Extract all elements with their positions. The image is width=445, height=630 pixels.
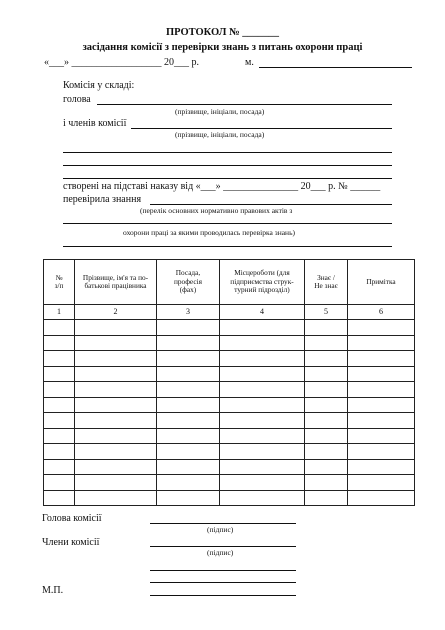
table-cell[interactable] [75, 382, 157, 398]
table-cell[interactable] [157, 444, 220, 460]
footer-members-label: Члени комісії [42, 537, 100, 548]
table-cell[interactable] [44, 490, 75, 506]
members-label: і членів комісії [63, 118, 127, 129]
table-cell[interactable] [348, 335, 415, 351]
checked-label: перевірила знання [63, 194, 142, 205]
blank-line-2 [63, 165, 392, 166]
table-cell[interactable] [348, 320, 415, 336]
header-workplace: Місцероботи (для підприємства струк- турний підрозділ) [220, 260, 305, 305]
table-row [44, 382, 415, 398]
table-cell[interactable] [348, 428, 415, 444]
table-cell[interactable] [305, 366, 348, 382]
table-row [44, 320, 415, 336]
table-cell[interactable] [348, 459, 415, 475]
table-cell[interactable] [75, 397, 157, 413]
column-number: 4 [220, 305, 305, 320]
table-cell[interactable] [44, 366, 75, 382]
column-number: 6 [348, 305, 415, 320]
table-cell[interactable] [75, 490, 157, 506]
table-cell[interactable] [75, 320, 157, 336]
members-signature-note: (підпис) [207, 548, 234, 557]
table-cell[interactable] [44, 413, 75, 429]
table-cell[interactable] [305, 475, 348, 491]
acts-line [63, 223, 392, 224]
table-cell[interactable] [157, 320, 220, 336]
table-cell[interactable] [305, 459, 348, 475]
chair-note: (прізвище, ініціали, посада) [175, 107, 265, 116]
table-cell[interactable] [75, 351, 157, 367]
table-row [44, 475, 415, 491]
chair-label: голова [63, 94, 91, 105]
date-line: «___» __________________ 20___ р. [44, 57, 199, 68]
header-position: Посада, професія (фах) [157, 260, 220, 305]
table-cell[interactable] [157, 428, 220, 444]
footer-chair-label: Голова комісії [42, 513, 102, 524]
header-note: Примітка [348, 260, 415, 305]
table-cell[interactable] [348, 397, 415, 413]
table-cell[interactable] [157, 490, 220, 506]
column-number: 3 [157, 305, 220, 320]
table-header-row [44, 260, 415, 305]
header-number: № з/п [44, 260, 75, 305]
table-cell[interactable] [305, 382, 348, 398]
table-cell[interactable] [305, 351, 348, 367]
table-cell[interactable] [220, 413, 305, 429]
table-cell[interactable] [44, 475, 75, 491]
table-cell[interactable] [157, 475, 220, 491]
table-cell[interactable] [44, 351, 75, 367]
document-title: ПРОТОКОЛ № _______ [165, 27, 280, 38]
chair-signature-note: (підпис) [207, 525, 234, 534]
table-row [44, 351, 415, 367]
table-cell[interactable] [75, 413, 157, 429]
blank-line-1 [63, 152, 392, 153]
table-cell[interactable] [75, 366, 157, 382]
table-cell[interactable] [348, 413, 415, 429]
table-row [44, 366, 415, 382]
table-cell[interactable] [157, 351, 220, 367]
column-number: 1 [44, 305, 75, 320]
table-cell[interactable] [348, 475, 415, 491]
table-cell[interactable] [157, 413, 220, 429]
table-row [44, 335, 415, 351]
table-cell[interactable] [75, 475, 157, 491]
table-cell[interactable] [75, 459, 157, 475]
table-row [44, 459, 415, 475]
table-cell[interactable] [44, 459, 75, 475]
table-cell[interactable] [44, 397, 75, 413]
table-cell[interactable] [157, 459, 220, 475]
table-cell[interactable] [305, 413, 348, 429]
knowledge-check-table [43, 259, 415, 506]
members-signature-line-2 [150, 570, 296, 571]
table-cell[interactable] [220, 490, 305, 506]
table-cell[interactable] [75, 428, 157, 444]
table-cell[interactable] [305, 320, 348, 336]
table-cell[interactable] [305, 444, 348, 460]
table-number-row [44, 305, 415, 320]
table-cell[interactable] [157, 335, 220, 351]
commission-composition: Комісія у складі: [63, 80, 135, 91]
table-cell[interactable] [305, 490, 348, 506]
table-cell[interactable] [348, 366, 415, 382]
members-note: (прізвище, ініціали, посада) [175, 130, 265, 139]
table-cell[interactable] [220, 428, 305, 444]
table-cell[interactable] [348, 351, 415, 367]
table-cell[interactable] [220, 475, 305, 491]
table-cell[interactable] [75, 444, 157, 460]
table-cell[interactable] [157, 382, 220, 398]
place-label: м. [245, 57, 254, 68]
table-cell[interactable] [220, 397, 305, 413]
table-cell[interactable] [44, 335, 75, 351]
table-row [44, 397, 415, 413]
chair-signature-line [150, 523, 296, 524]
table-cell[interactable] [305, 335, 348, 351]
table-cell[interactable] [220, 366, 305, 382]
table-cell[interactable] [348, 490, 415, 506]
table-row [44, 428, 415, 444]
table-row [44, 490, 415, 506]
header-full-name: Прізвище, ім'я та по- батькові працівника [75, 260, 157, 305]
acts-line-2 [63, 246, 392, 247]
table-cell[interactable] [220, 459, 305, 475]
checked-line [150, 204, 392, 205]
order-line: створені на підставі наказу від «___» _______________ 20___ р. № ______ [63, 181, 381, 192]
table-body [44, 320, 415, 506]
members-line [131, 128, 392, 129]
table-cell[interactable] [75, 335, 157, 351]
members-signature-line [150, 546, 296, 547]
table-cell[interactable] [220, 351, 305, 367]
seal-label: М.П. [42, 585, 64, 596]
header-result: Знає / Не знає [305, 260, 348, 305]
document-subtitle: засідання комісії з перевірки знань з питань охорони праці [82, 42, 363, 53]
table-cell[interactable] [44, 320, 75, 336]
table-cell[interactable] [348, 382, 415, 398]
chair-line [97, 104, 392, 105]
table-cell[interactable] [44, 428, 75, 444]
table-cell[interactable] [220, 382, 305, 398]
table-cell[interactable] [220, 335, 305, 351]
table-cell[interactable] [220, 444, 305, 460]
table-cell[interactable] [305, 397, 348, 413]
table-row [44, 413, 415, 429]
members-signature-line-3 [150, 582, 296, 583]
table-cell[interactable] [348, 444, 415, 460]
table-cell[interactable] [44, 382, 75, 398]
table-cell[interactable] [157, 397, 220, 413]
table-cell[interactable] [305, 428, 348, 444]
acts-note-2: охорони праці за якими проводилась перевірка знань) [123, 228, 295, 237]
table-cell[interactable] [44, 444, 75, 460]
acts-note-1: (перелік основних нормативно правових актів з [140, 206, 293, 215]
table-cell[interactable] [157, 366, 220, 382]
blank-line-3 [63, 178, 392, 179]
table-cell[interactable] [220, 320, 305, 336]
seal-line [150, 595, 296, 596]
column-number: 2 [75, 305, 157, 320]
table-row [44, 444, 415, 460]
column-number: 5 [305, 305, 348, 320]
place-line [259, 67, 412, 68]
